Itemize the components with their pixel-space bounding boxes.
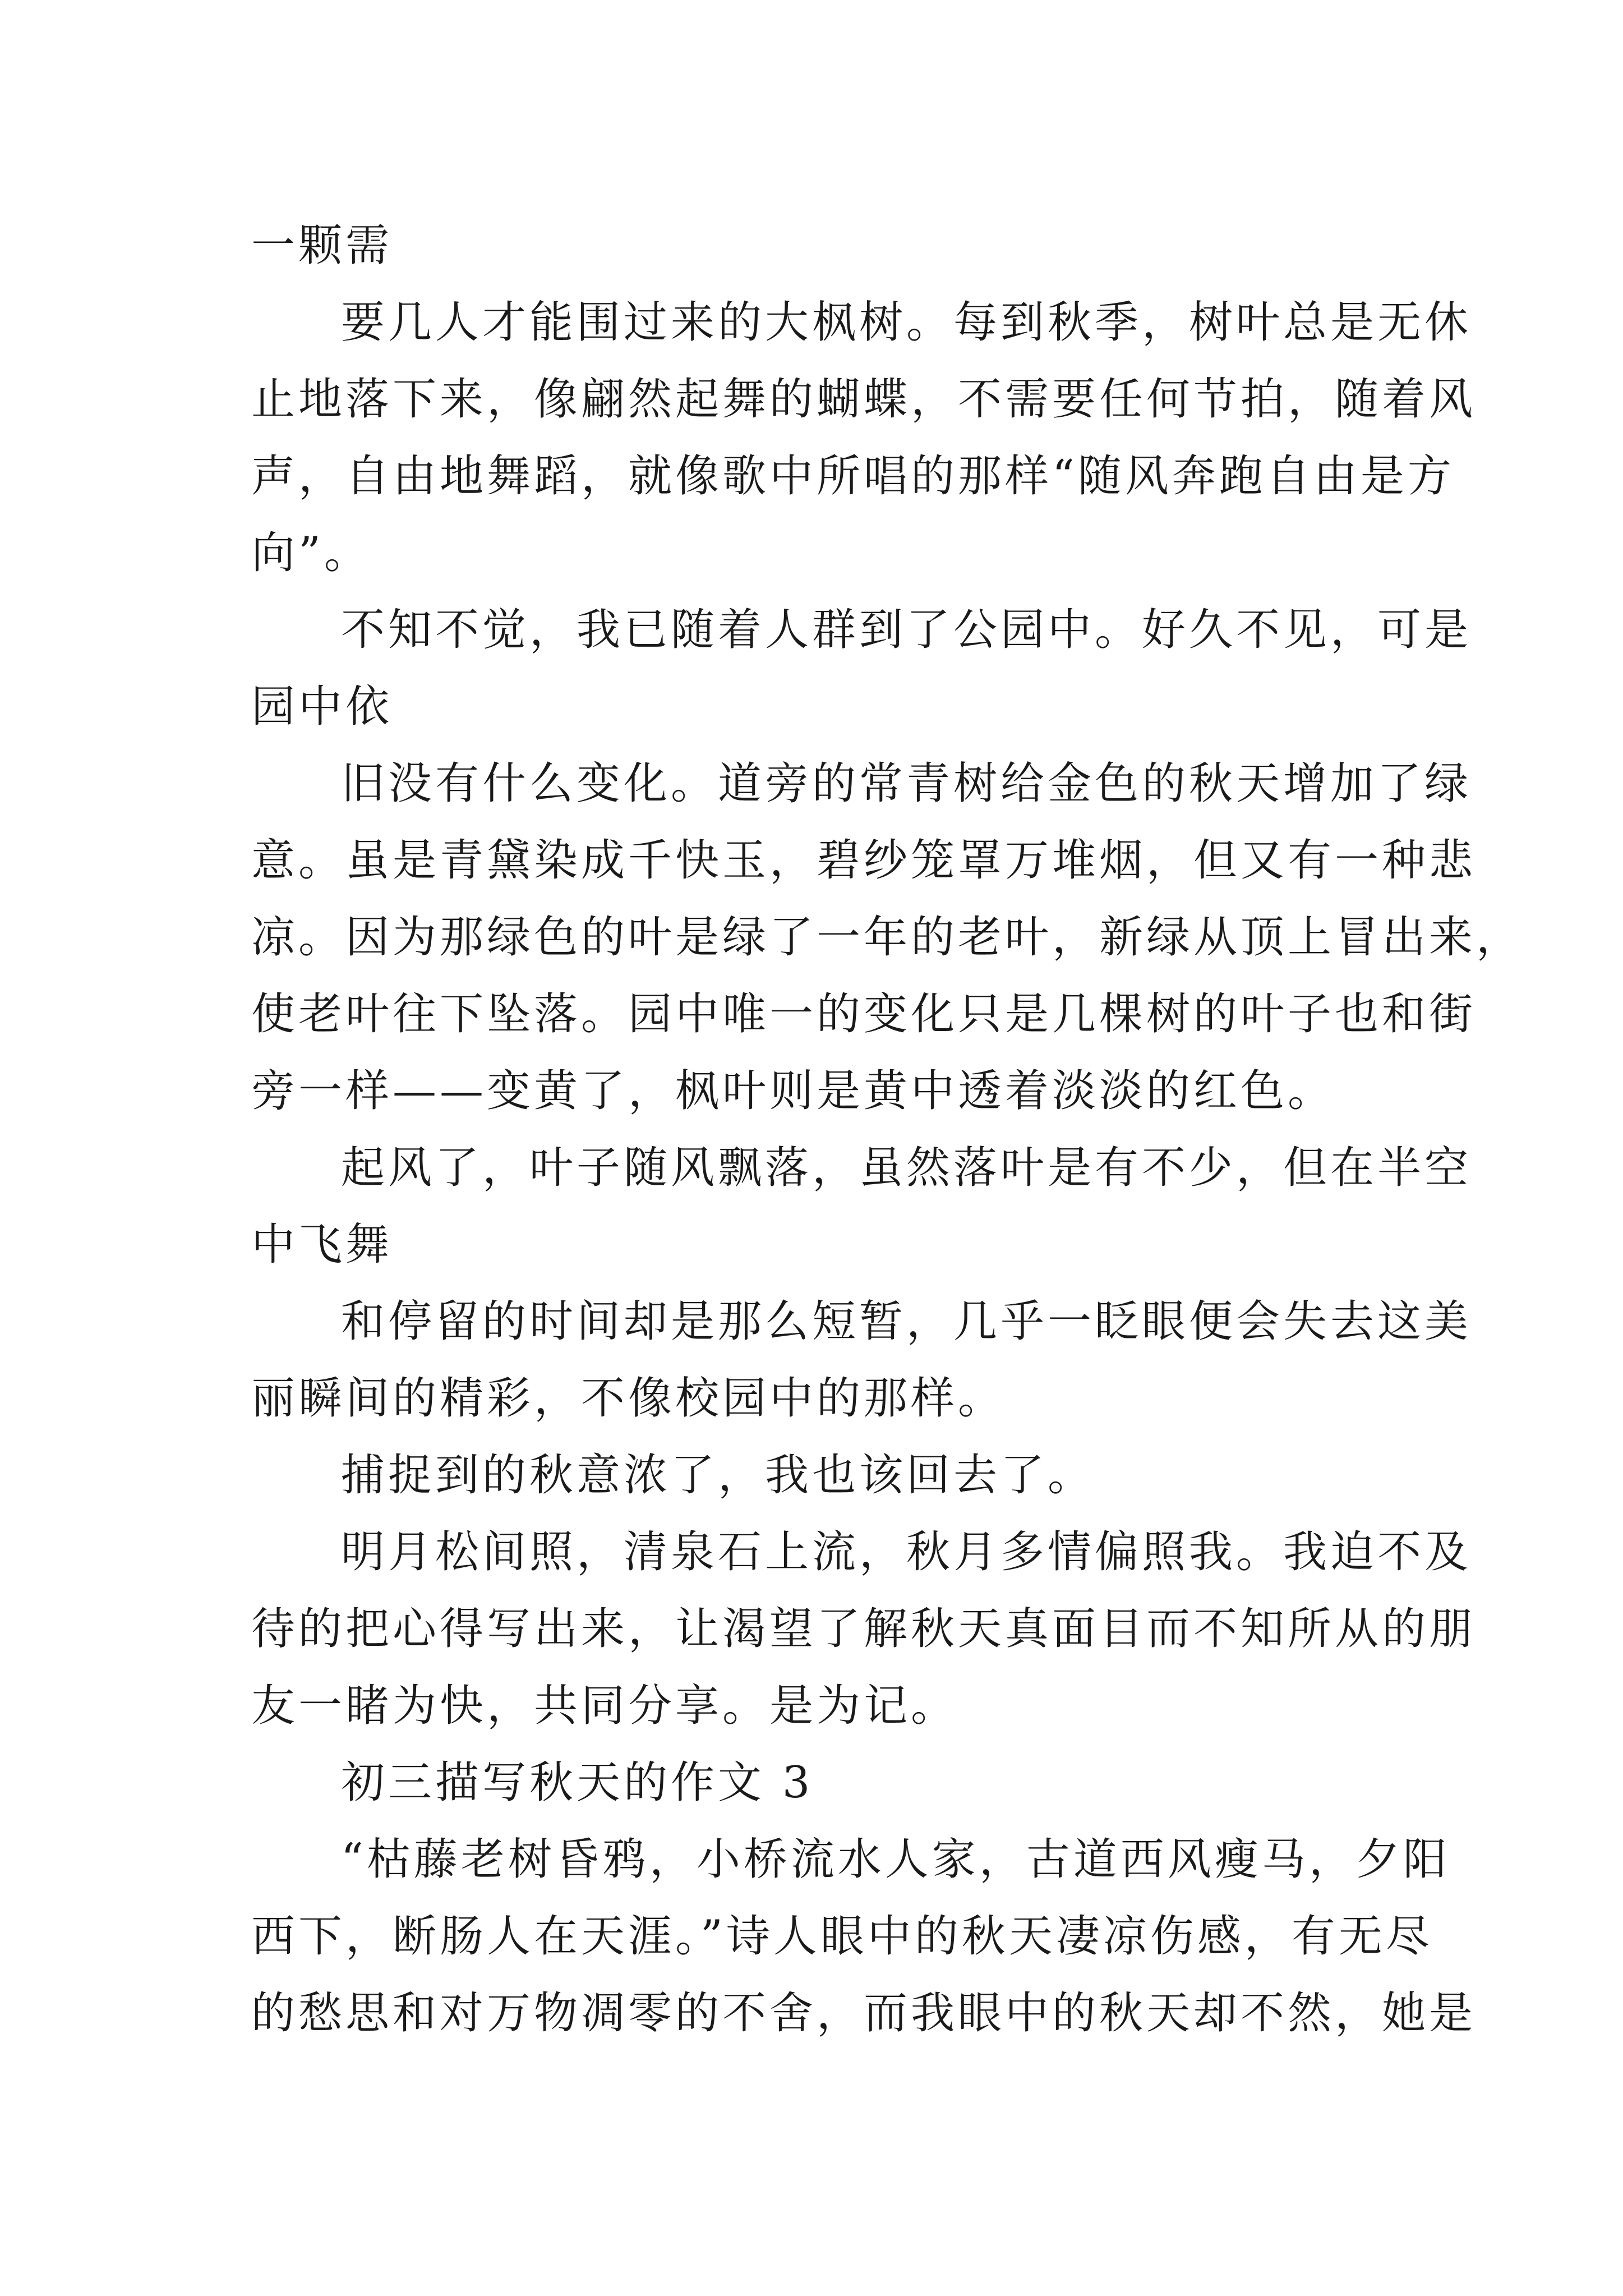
text-line: 待的把心得写出来，让渴望了解秋天真面目而不知所从的朋 <box>251 1604 1477 1654</box>
text-line: 友一睹为快，共同分享。是为记。 <box>251 1681 958 1731</box>
text-line: 明月松间照，清泉石上流，秋月多情偏照我。我迫不及 <box>341 1527 1472 1577</box>
text-line: 捕捉到的秋意浓了，我也该回去了。 <box>341 1450 1095 1501</box>
text-line: 使老叶往下坠落。园中唯一的变化只是几棵树的叶子也和街 <box>251 989 1477 1039</box>
text-line: 初三描写秋天的作文 3 <box>341 1757 814 1808</box>
text-line: 旧没有什么变化。道旁的常青树给金色的秋天增加了绿 <box>341 758 1472 809</box>
text-line: 凉。因为那绿色的叶是绿了一年的老叶，新绿从顶上冒出来， <box>251 912 1524 963</box>
text-line: 园中依 <box>251 682 393 732</box>
text-line: 西下，断肠人在天涯。”诗人眼中的秋天凄凉伤感，有无尽 <box>251 1911 1433 1962</box>
text-line: 的愁思和对万物凋零的不舍，而我眼中的秋天却不然，她是 <box>251 1988 1477 2039</box>
text-line: 意。虽是青黛染成千快玉，碧纱笼罩万堆烟，但又有一种悲 <box>251 835 1477 886</box>
text-line: 中飞舞 <box>251 1220 393 1270</box>
text-line: 旁一样——变黄了，枫叶则是黄中透着淡淡的红色。 <box>251 1066 1335 1116</box>
text-line: 和停留的时间却是那么短暂，几乎一眨眼便会失去这美 <box>341 1296 1472 1347</box>
text-line: 要几人才能围过来的大枫树。每到秋季，树叶总是无休 <box>341 297 1472 348</box>
document-page <box>251 208 1524 2052</box>
text-line: 不知不觉，我已随着人群到了公园中。好久不见，可是 <box>341 605 1472 655</box>
text-line: 丽瞬间的精彩，不像校园中的那样。 <box>251 1373 1006 1424</box>
text-line: 一颗需 <box>251 220 393 271</box>
text-line: 声，自由地舞蹈，就像歌中所唱的那样“随风奔跑自由是方 <box>251 451 1455 501</box>
text-line: “枯藤老树昏鸦，小桥流水人家，古道西风瘦马，夕阳 <box>341 1834 1450 1885</box>
text-line: 止地落下来，像翩然起舞的蝴蝶，不需要任何节拍，随着风 <box>251 374 1477 425</box>
text-line: 向”。 <box>251 528 371 578</box>
text-line: 起风了，叶子随风飘落，虽然落叶是有不少，但在半空 <box>341 1143 1472 1193</box>
